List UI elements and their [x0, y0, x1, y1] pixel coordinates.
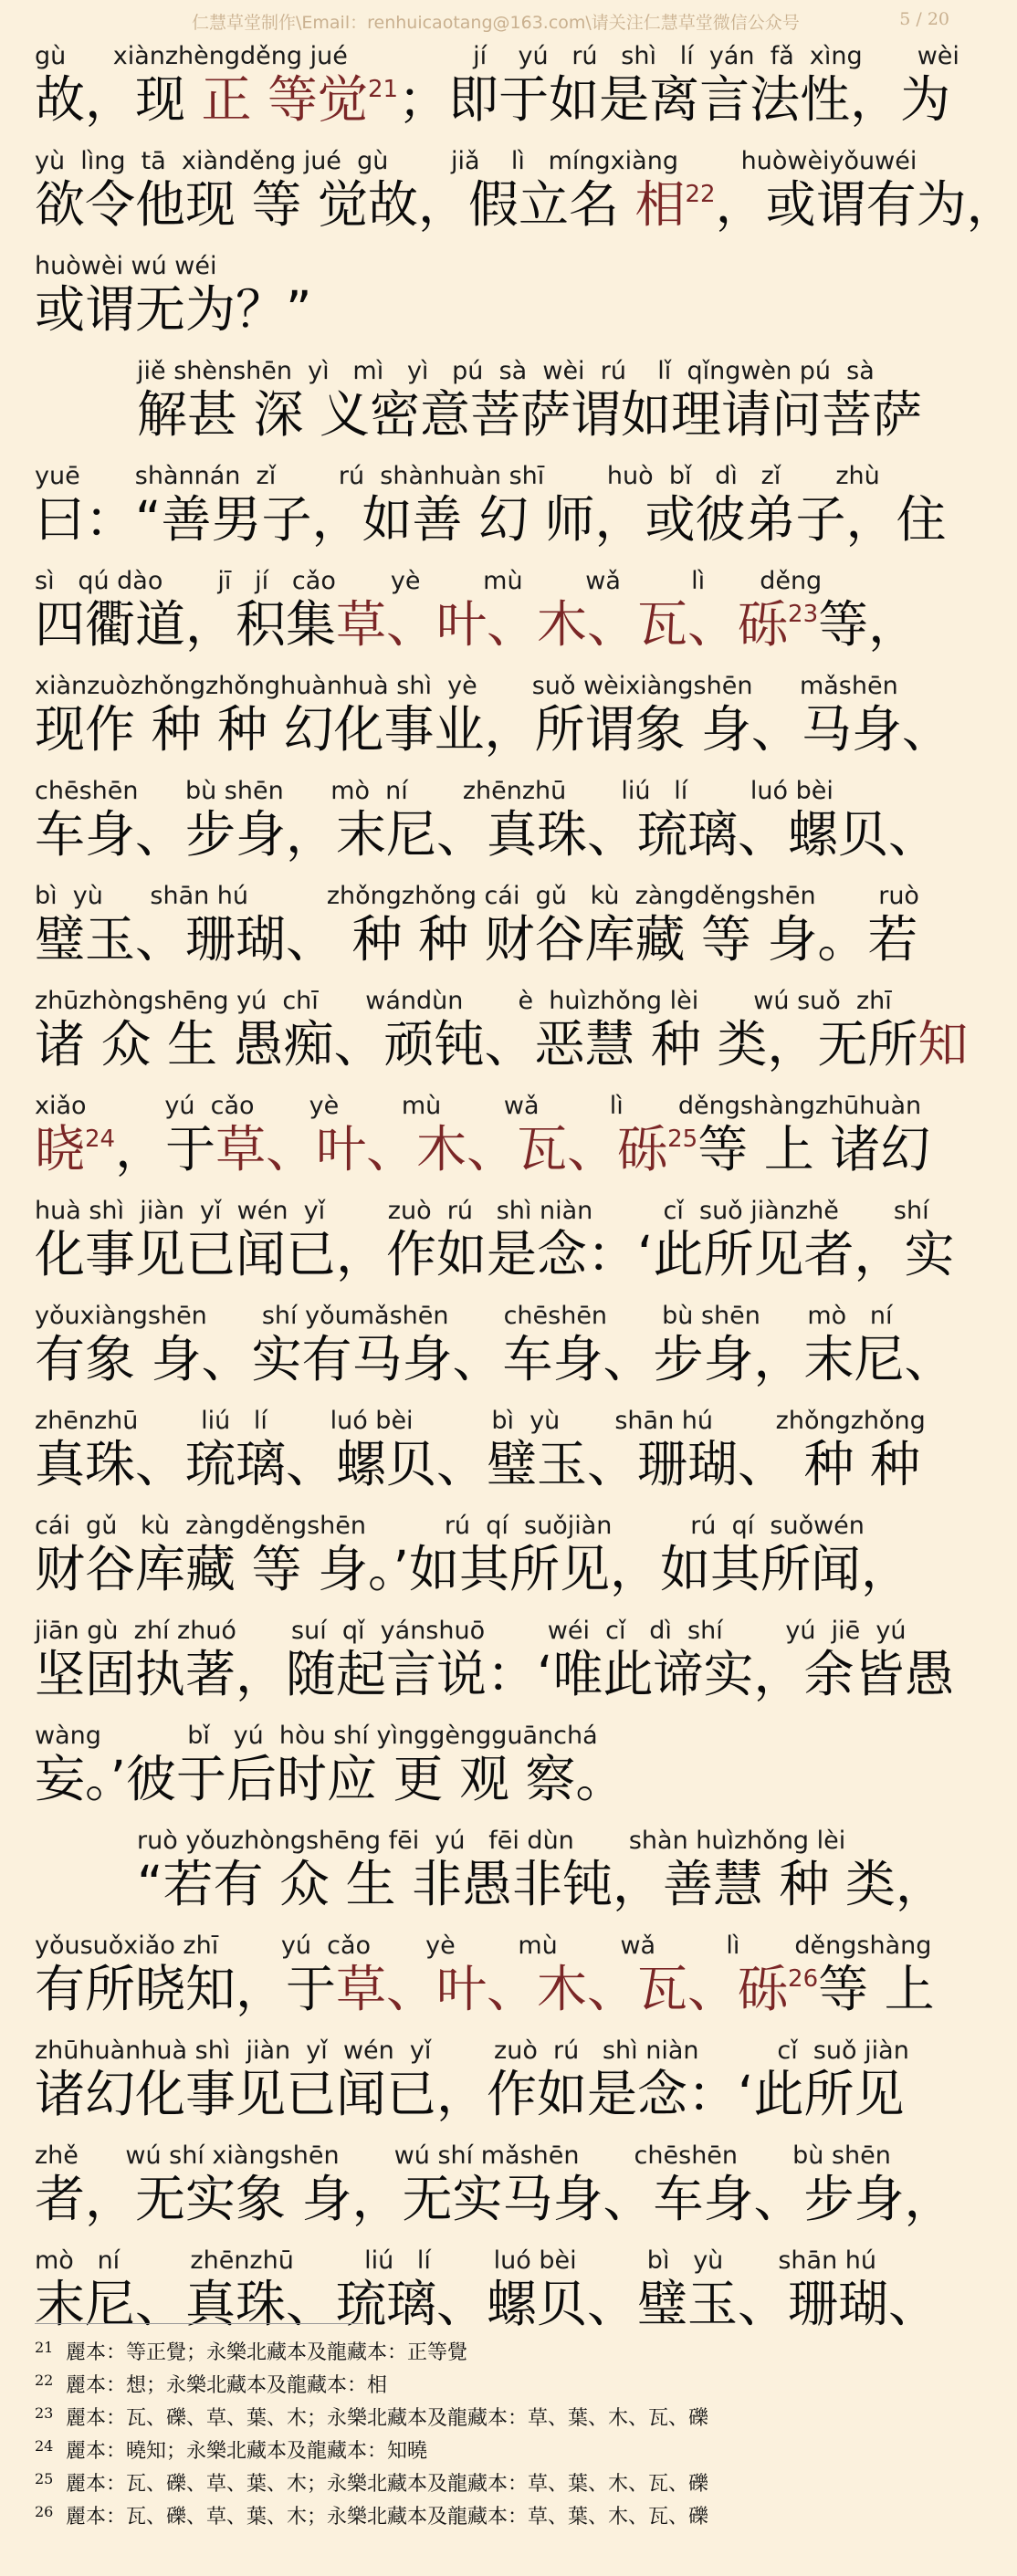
- chinese-text: [35, 2270, 938, 2338]
- pinyin-annotation: yǒusuǒxiǎo zhī yú cǎo yè mù wǎ lì děngshàng: [35, 1932, 932, 1960]
- text-line: [35, 1819, 957, 1924]
- text-segment: 欲令他现 等 觉故，假立名: [35, 175, 635, 234]
- pinyin-annotation: bì yù shān hú zhǒngzhǒng cái gǔ kù zàngděngshēn ruò: [35, 882, 919, 910]
- text-segment: 有所晓知，于: [35, 1960, 337, 2018]
- text-line: [35, 245, 957, 350]
- text-line: [35, 560, 957, 665]
- text-line: [35, 2239, 957, 2344]
- pinyin-annotation: huà shì jiàn yǐ wén yǐ zuò rú shì niàn cǐ suǒ jiànzhě shí: [35, 1197, 929, 1225]
- text-segment: 者，无实象 身，无实马身、车身、步身，: [35, 2170, 955, 2228]
- text-segment: 故，现: [35, 70, 202, 129]
- text-line: [35, 1714, 957, 1819]
- text-line: [35, 1609, 957, 1714]
- pinyin-annotation: gù xiànzhèngděng jué jí yú rú shì lí yán fǎ xìng wèi: [35, 42, 959, 70]
- footnote-number: 25: [35, 2470, 54, 2487]
- pinyin-annotation: wàng bǐ yú hòu shí yìnggèngguānchá: [35, 1722, 598, 1750]
- chinese-text: [35, 906, 917, 973]
- page-header: [0, 4, 986, 37]
- text-segment: 诸幻化事见已闻已，作如是念：‘此所见: [35, 2065, 905, 2123]
- text-line: [35, 874, 957, 979]
- pinyin-annotation: mò ní zhēnzhū liú lí luó bèi bì yù shān hú: [35, 2246, 877, 2275]
- footnote-item: [35, 2501, 957, 2534]
- text-line: [35, 770, 957, 874]
- text-line: [35, 1504, 957, 1609]
- text-segment: ，于: [115, 1120, 216, 1178]
- text-line: [35, 140, 1017, 245]
- footnote-text: 麗本：瓦、礫、草、葉、木；永樂北藏本及龍藏本：草、葉、木、瓦、礫: [66, 2407, 709, 2430]
- text-line: [35, 1084, 957, 1189]
- footnote-marker[interactable]: 22: [685, 181, 716, 208]
- footnote-marker[interactable]: 24: [85, 1126, 116, 1153]
- text-segment: ；即于如是离言法性，为: [398, 70, 951, 129]
- pinyin-annotation: xiǎo yú cǎo yè mù wǎ lì děngshàngzhūhuàn: [35, 1092, 922, 1120]
- footnote-marker[interactable]: 23: [788, 601, 819, 628]
- text-segment: 诸 众 生 愚痴、顽钝、恶慧 种 类，无所: [35, 1015, 918, 1073]
- footnote-item: [35, 2337, 957, 2370]
- text-segment: 现作 种 种 幻化事业，所谓象 身、马身、: [35, 700, 952, 759]
- variant-reading: 相: [634, 175, 686, 234]
- chinese-text: [35, 66, 950, 133]
- text-segment: 等，: [818, 595, 919, 654]
- text-line: [35, 1294, 957, 1399]
- pinyin-annotation: yù lìng tā xiànděng jué gù jiǎ lì míngxiàng huòwèiyǒuwéi: [35, 147, 917, 175]
- chinese-text: [35, 1745, 625, 1813]
- chinese-text: [137, 381, 922, 448]
- text-segment: 车身、步身，末尼、真珠、琉璃、螺贝、: [35, 805, 939, 864]
- variant-reading: 晓: [35, 1120, 86, 1178]
- text-segment: 坚固执著，随起言说：‘唯此谛实，余皆愚: [35, 1645, 955, 1703]
- pinyin-annotation: sì qú dào jī jí cǎo yè mù wǎ lì děng: [35, 567, 823, 595]
- footnote-number: 21: [35, 2339, 54, 2356]
- chinese-text: [35, 276, 312, 343]
- chinese-text: [35, 1325, 954, 1393]
- scripture-body: [35, 35, 1017, 2344]
- text-segment: 璧玉、珊瑚、 种 种 财谷库藏 等 身。若: [35, 910, 918, 969]
- chinese-text: [35, 1640, 954, 1708]
- pinyin-annotation: zhě wú shí xiàngshēn wú shí mǎshēn chēshēn bù shēn: [35, 2141, 891, 2170]
- text-segment: 财谷库藏 等 身。’如其所见，如其所闻，: [35, 1540, 911, 1598]
- text-segment: 或谓无为？”: [35, 280, 312, 339]
- chinese-text: [35, 1430, 920, 1498]
- chinese-text: [35, 1011, 968, 1078]
- header-watermark: 仁慧草堂制作\Email：renhuicaotang@163.com\请关注仁慧草堂微信公众号: [192, 13, 800, 33]
- chinese-text: [35, 2060, 904, 2128]
- text-segment: 四衢道，积集: [35, 595, 337, 654]
- text-line: [35, 1189, 957, 1294]
- text-line: [35, 35, 957, 140]
- pinyin-annotation: yuē shànnán zǐ rú shànhuàn shī huò bǐ dì zǐ zhù: [35, 462, 880, 490]
- footnote-marker[interactable]: 25: [667, 1126, 698, 1153]
- footnote-text: 麗本：想；永樂北藏本及龍藏本：相: [66, 2374, 388, 2397]
- text-line: [35, 1924, 957, 2029]
- chinese-text: [35, 1955, 935, 2023]
- pinyin-annotation: zhūzhòngshēng yú chī wándùn è huìzhǒng lèi wú suǒ zhī: [35, 987, 892, 1015]
- text-segment: 等 上 诸幻: [697, 1120, 931, 1178]
- chinese-text: [35, 1220, 954, 1288]
- text-segment: 曰：“善男子，如善 幻 师，或彼弟子，住: [35, 490, 947, 549]
- text-segment: “若有 众 生 非愚非钝，善慧 种 类，: [137, 1855, 946, 1913]
- footnote-item: [35, 2435, 957, 2468]
- chinese-text: [35, 801, 938, 868]
- variant-reading: 草、叶、木、瓦、砾: [336, 595, 789, 654]
- text-segment: 化事见已闻已，作如是念：‘此所见者，实: [35, 1225, 955, 1283]
- text-line: [35, 455, 957, 560]
- footnotes: [35, 2337, 957, 2534]
- chinese-text: [35, 171, 1017, 238]
- chinese-text: [35, 1535, 911, 1603]
- footnote-item: [35, 2403, 957, 2435]
- footnote-number: 26: [35, 2503, 54, 2520]
- pinyin-annotation: huòwèi wú wéi: [35, 252, 217, 280]
- pinyin-annotation: cái gǔ kù zàngděngshēn rú qí suǒjiàn rú qí suǒwén: [35, 1512, 865, 1540]
- text-segment: ，或谓有为，: [715, 175, 1017, 234]
- footnote-marker[interactable]: 26: [788, 1965, 819, 1993]
- text-segment: 等 上: [818, 1960, 935, 2018]
- text-line: [35, 665, 957, 770]
- footnote-item: [35, 2370, 957, 2403]
- footnote-divider: [35, 2323, 363, 2324]
- text-line: [35, 350, 957, 455]
- text-segment: 有象 身、实有马身、车身、步身，末尼、: [35, 1330, 955, 1388]
- footnote-text: 麗本：曉知；永樂北藏本及龍藏本：知曉: [66, 2440, 428, 2463]
- text-line: [35, 2029, 957, 2134]
- text-segment: 妄。’彼于后时应 更 观 察。: [35, 1750, 626, 1808]
- chinese-text: [35, 486, 946, 553]
- chinese-text: [35, 1115, 930, 1183]
- page-number: 5 / 20: [899, 9, 949, 29]
- chinese-text: [35, 2165, 954, 2233]
- pinyin-annotation: ruò yǒuzhòngshēng fēi yú fēi dùn shàn huìzhǒng lèi: [137, 1827, 846, 1855]
- chinese-text: [35, 696, 952, 763]
- chinese-text: [35, 591, 918, 658]
- footnote-text: 麗本：瓦、礫、草、葉、木；永樂北藏本及龍藏本：草、葉、木、瓦、礫: [66, 2506, 709, 2529]
- pinyin-annotation: zhēnzhū liú lí luó bèi bì yù shān hú zhǒngzhǒng: [35, 1407, 926, 1435]
- footnote-number: 24: [35, 2437, 54, 2455]
- text-segment: 末尼、真珠、琉璃、螺贝、璧玉、珊瑚、: [35, 2275, 939, 2333]
- text-segment: 真珠、琉璃、螺贝、璧玉、珊瑚、 种 种: [35, 1435, 920, 1493]
- footnote-text: 麗本：瓦、礫、草、葉、木；永樂北藏本及龍藏本：草、葉、木、瓦、礫: [66, 2473, 709, 2496]
- footnote-item: [35, 2468, 957, 2501]
- pinyin-annotation: xiànzuòzhǒngzhǒnghuànhuà shì yè suǒ wèixiàngshēn mǎshēn: [35, 672, 898, 700]
- pinyin-annotation: zhūhuànhuà shì jiàn yǐ wén yǐ zuò rú shì niàn cǐ suǒ jiàn: [35, 2037, 909, 2065]
- text-segment: 解甚 深 义密意菩萨谓如理请问菩萨: [137, 385, 922, 444]
- chinese-text: [137, 1850, 946, 1918]
- text-line: [35, 979, 969, 1084]
- text-line: [35, 1399, 957, 1504]
- pinyin-annotation: chēshēn bù shēn mò ní zhēnzhū liú lí luó bèi: [35, 777, 834, 805]
- pinyin-annotation: jiān gù zhí zhuó suí qǐ yánshuō wéi cǐ dì shí yú jiē yú: [35, 1617, 907, 1645]
- footnote-number: 22: [35, 2372, 54, 2389]
- text-line: [35, 2134, 957, 2239]
- variant-reading: 正 等觉: [201, 70, 368, 129]
- variant-reading: 草、叶、木、瓦、砾: [215, 1120, 668, 1178]
- footnote-marker[interactable]: 21: [367, 76, 399, 103]
- variant-reading: 知: [917, 1015, 969, 1073]
- footnote-number: 23: [35, 2404, 54, 2422]
- pinyin-annotation: yǒuxiàngshēn shí yǒumǎshēn chēshēn bù shēn mò ní: [35, 1302, 893, 1330]
- variant-reading: 草、叶、木、瓦、砾: [336, 1960, 789, 2018]
- footnote-text: 麗本：等正覺；永樂北藏本及龍藏本：正等覺: [66, 2341, 468, 2364]
- pinyin-annotation: jiě shènshēn yì mì yì pú sà wèi rú lǐ qǐngwèn pú sà: [137, 357, 875, 385]
